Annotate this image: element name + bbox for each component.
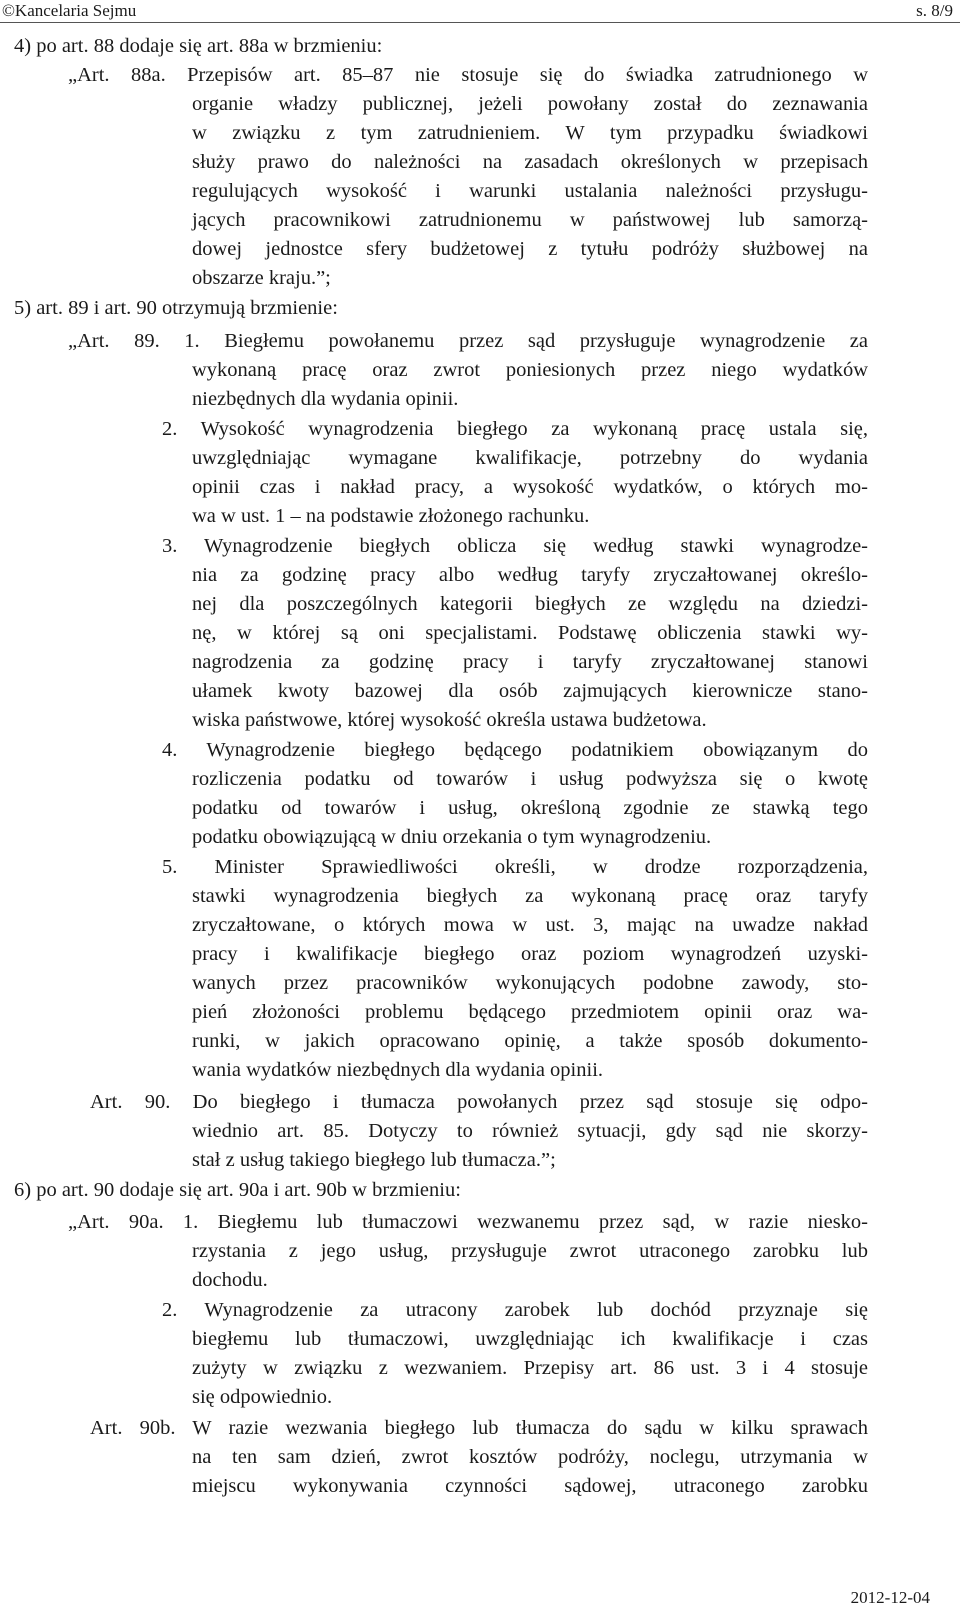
text-line: opinii czas i nakład pracy, a wysokość wydatków, o których mo- bbox=[192, 476, 868, 498]
text-line: zużyty w związku z wezwaniem. Przepisy art. 86 ust. 3 i 4 stosuje bbox=[192, 1357, 868, 1379]
text-line: ułamek kwoty bazowej dla osób zajmujących kierownicze stano- bbox=[192, 680, 868, 702]
text-line: wanych przez pracowników wykonujących podobne zawody, sto- bbox=[192, 972, 868, 994]
text-line: „Art. 90a. 1. Biegłemu lub tłumaczowi wezwanemu przez sąd, w razie niesko- bbox=[68, 1211, 868, 1233]
page-header bbox=[0, 0, 960, 23]
text-line: rzystania z jego usług, przysługuje zwrot utraconego zarobku lub bbox=[192, 1240, 868, 1262]
page-number: s. 8/9 bbox=[916, 1, 953, 20]
text-line: się odpowiednio. bbox=[192, 1386, 333, 1408]
text-line: 2. Wynagrodzenie za utracony zarobek lub dochód przyznaje się bbox=[162, 1299, 868, 1321]
header-source: ©Kancelaria Sejmu bbox=[2, 1, 137, 20]
text-line: organie władzy publicznej, jeżeli powołany został do zeznawania bbox=[192, 93, 868, 115]
text-line: nia za godzinę pracy albo według taryfy zryczałtowanej określo- bbox=[192, 564, 868, 586]
text-line: stał z usług takiego biegłego lub tłumacza.”; bbox=[192, 1149, 556, 1171]
text-line: regulujących wysokość i warunki ustalania należności przysługu- bbox=[192, 180, 868, 202]
text-line: niezbędnych dla wydania opinii. bbox=[192, 388, 459, 410]
text-line: obszarze kraju.”; bbox=[192, 267, 331, 289]
text-line: wiednio art. 85. Dotyczy to również sytuacji, gdy sąd nie skorzy- bbox=[192, 1120, 868, 1142]
text-line: 3. Wynagrodzenie biegłych oblicza się według stawki wynagrodze- bbox=[162, 535, 868, 557]
text-line: podatku od towarów i usług, określoną zgodnie ze stawką tego bbox=[192, 797, 868, 819]
text-line: 4. Wynagrodzenie biegłego będącego podatnikiem obowiązanym do bbox=[162, 739, 868, 761]
text-line: podatku obowiązującą w dniu orzekania o tym wynagrodzeniu. bbox=[192, 826, 712, 848]
text-line: 6) po art. 90 dodaje się art. 90a i art. 90b w brzmieniu: bbox=[14, 1179, 461, 1201]
text-line: 5. Minister Sprawiedliwości określi, w drodze rozporządzenia, bbox=[162, 856, 868, 878]
text-line: „Art. 88a. Przepisów art. 85–87 nie stosuje się do świadka zatrudnionego w bbox=[68, 64, 868, 86]
text-line: „Art. 89. 1. Biegłemu powołanemu przez sąd przysługuje wynagrodzenie za bbox=[68, 330, 868, 352]
text-line: pracy i kwalifikacje biegłego oraz poziom wynagrodzeń uzyski- bbox=[192, 943, 868, 965]
text-line: nagrodzenia za godzinę pracy i taryfy zryczałtowanej stanowi bbox=[192, 651, 868, 673]
text-line: pień złożoności problemu będącego przedmiotem opinii oraz wa- bbox=[192, 1001, 868, 1023]
text-line: nę, w której są oni specjalistami. Podstawę obliczenia stawki wy- bbox=[192, 622, 868, 644]
text-line: na ten sam dzień, zwrot kosztów podróży, noclegu, utrzymania w bbox=[192, 1446, 868, 1468]
text-line: rozliczenia podatku od towarów i usług podwyższa się o kwotę bbox=[192, 768, 868, 790]
text-line: runki, w jakich opracowano opinię, a także sposób dokumento- bbox=[192, 1030, 868, 1052]
text-line: Art. 90b. W razie wezwania biegłego lub tłumacza do sądu w kilku sprawach bbox=[90, 1417, 868, 1439]
text-line: 2. Wysokość wynagrodzenia biegłego za wykonaną pracę ustala się, bbox=[162, 418, 868, 440]
text-line: w związku z tym zatrudnieniem. W tym przypadku świadkowi bbox=[192, 122, 868, 144]
text-line: zryczałtowane, o których mowa w ust. 3, mając na uwadze nakład bbox=[192, 914, 868, 936]
text-line: stawki wynagrodzenia biegłych za wykonaną pracę oraz taryfy bbox=[192, 885, 868, 907]
footer-date: 2012-12-04 bbox=[850, 1588, 930, 1607]
text-line: wykonaną pracę oraz zwrot poniesionych przez niego wydatków bbox=[192, 359, 868, 381]
text-line: jących pracownikowi zatrudnionemu w państwowej lub samorzą- bbox=[192, 209, 868, 231]
text-line: wa w ust. 1 – na podstawie złożonego rachunku. bbox=[192, 505, 590, 527]
text-line: 5) art. 89 i art. 90 otrzymują brzmienie: bbox=[14, 297, 338, 319]
text-line: 4) po art. 88 dodaje się art. 88a w brzmieniu: bbox=[14, 35, 383, 57]
text-line: Art. 90. Do biegłego i tłumacza powołanych przez sąd stosuje się odpo- bbox=[90, 1091, 868, 1113]
text-line: dochodu. bbox=[192, 1269, 268, 1291]
text-line: miejscu wykonywania czynności sądowej, utraconego zarobku bbox=[192, 1475, 868, 1497]
text-line: wiska państwowe, której wysokość określa ustawa budżetowa. bbox=[192, 709, 707, 731]
text-line: wania wydatków niezbędnych dla wydania opinii. bbox=[192, 1059, 604, 1081]
text-line: dowej jednostce sfery budżetowej z tytułu podróży służbowej na bbox=[192, 238, 868, 260]
text-line: biegłemu lub tłumaczowi, uwzględniając ich kwalifikacje i czas bbox=[192, 1328, 868, 1350]
text-line: nej dla poszczególnych kategorii biegłych ze względu na dziedzi- bbox=[192, 593, 868, 615]
text-line: służy prawo do należności na zasadach określonych w przepisach bbox=[192, 151, 868, 173]
text-line: uwzględniając wymagane kwalifikacje, potrzebny do wydania bbox=[192, 447, 868, 469]
